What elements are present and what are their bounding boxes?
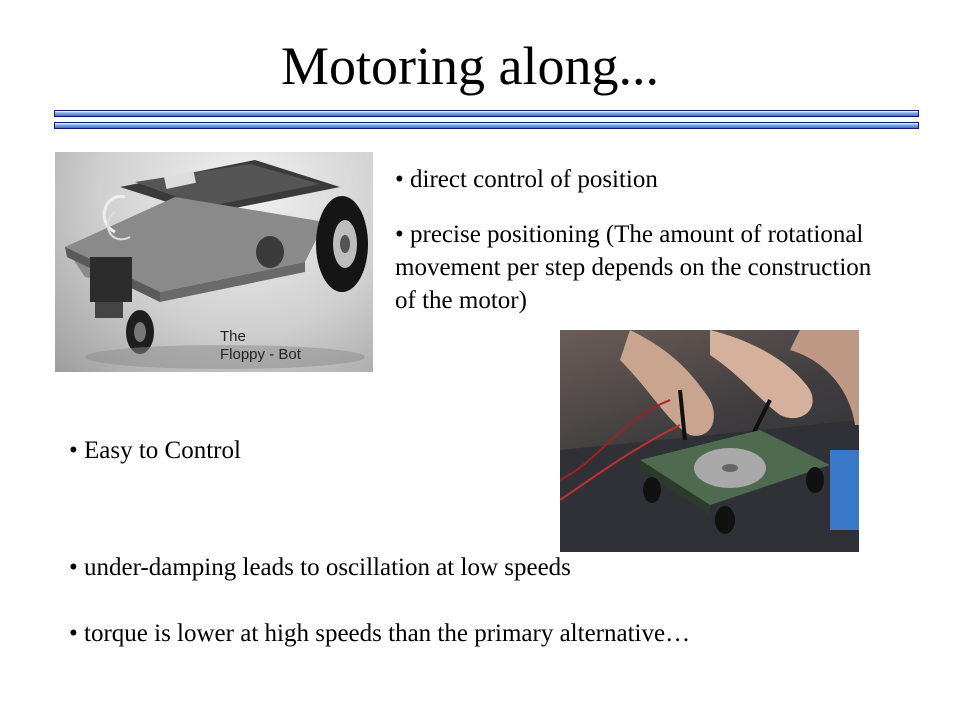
- bullet-marker: •: [69, 554, 78, 581]
- bullet-text: precise positioning (The amount of rotational movement per step depends on the construction of the motor): [395, 221, 872, 314]
- bullet-text: under-damping leads to oscillation at low speeds: [84, 554, 571, 581]
- bullet-text: direct control of position: [410, 166, 658, 193]
- bullet-text: Easy to Control: [84, 437, 241, 464]
- bullet-marker: •: [395, 166, 404, 193]
- bullet-direct-control: [395, 163, 895, 196]
- floppy-bot-photo: [55, 152, 373, 372]
- title-divider-bottom: [54, 122, 919, 129]
- title-divider-top: [54, 110, 919, 117]
- probe-testing-photo: [560, 330, 859, 552]
- bullet-precise-positioning: [395, 218, 875, 317]
- bullet-under-damping: [69, 551, 929, 584]
- bullet-marker: •: [395, 221, 404, 248]
- bullet-easy-to-control: [69, 434, 549, 467]
- bullet-text: torque is lower at high speeds than the primary alternative…: [84, 620, 691, 647]
- slide-title: Motoring along...: [281, 36, 659, 96]
- bullet-marker: •: [69, 437, 78, 464]
- floppy-bot-caption: The Floppy - Bot: [220, 328, 301, 363]
- bullet-marker: •: [69, 620, 78, 647]
- bullet-torque: [69, 617, 949, 650]
- probe-testing-illustration: [560, 330, 859, 552]
